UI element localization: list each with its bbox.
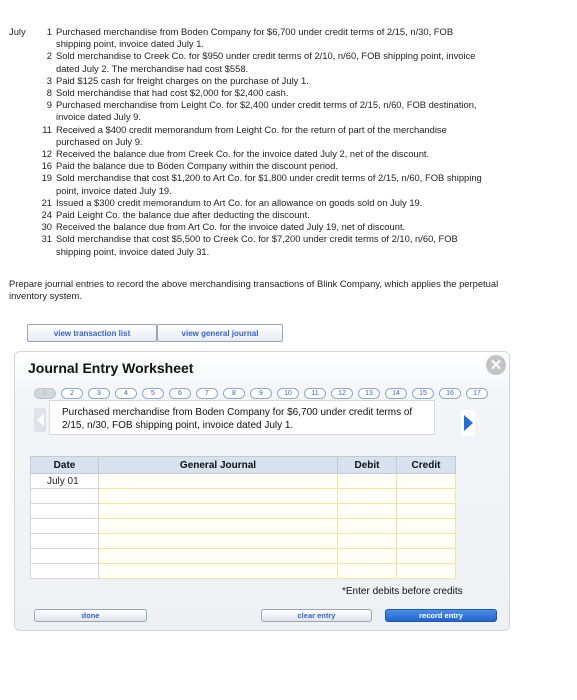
transaction-day: 12: [41, 148, 52, 160]
date-cell: [31, 504, 99, 519]
transaction-list: [9, 26, 564, 258]
step-7[interactable]: 7: [196, 388, 218, 399]
transaction-item: [9, 99, 564, 111]
transaction-day: 11: [42, 123, 52, 135]
transaction-item: [9, 124, 564, 136]
transaction-day: 31: [41, 233, 52, 245]
transaction-day: 24: [41, 209, 52, 221]
transaction-item: [9, 221, 564, 233]
account-input[interactable]: [99, 489, 338, 504]
transaction-item-continued: [9, 246, 564, 258]
transaction-text: Paid $125 cash for freight charges on the purchase of July 1.: [56, 74, 309, 86]
account-input[interactable]: [99, 474, 338, 489]
step-8[interactable]: 8: [223, 388, 245, 399]
transaction-item-continued: [9, 63, 564, 75]
transaction-day: 8: [46, 87, 52, 99]
transaction-text-continued: shipping point, invoice dated July 1.: [56, 38, 205, 50]
close-icon[interactable]: ✕: [486, 355, 506, 375]
transaction-item: [9, 50, 564, 62]
transaction-text: Received a $400 credit memorandum from Leight Co. for the return of part of the merchandise: [56, 123, 447, 135]
transaction-day: 21: [41, 196, 52, 208]
date-cell: [31, 489, 99, 504]
transaction-text: Sold merchandise that cost $1,200 to Art Co. for $1,800 under credit terms of 2/15, n/60, FOB shipping: [56, 172, 482, 184]
transaction-item: [9, 26, 564, 38]
credit-input[interactable]: [397, 564, 456, 579]
transaction-text: Sold merchandise that had cost $2,000 for $2,400 cash.: [56, 87, 289, 99]
transaction-day: 9: [46, 99, 52, 111]
transaction-month: [9, 197, 36, 209]
arrow-left-icon[interactable]: [34, 408, 46, 432]
transaction-month: July: [9, 26, 26, 37]
journal-table: [30, 456, 456, 579]
record-entry-button[interactable]: record entry: [385, 609, 497, 622]
step-9[interactable]: 9: [250, 388, 272, 399]
transaction-text-continued: purchased on July 9.: [56, 135, 143, 147]
debit-input[interactable]: [338, 489, 397, 504]
transaction-item: [9, 197, 564, 209]
transaction-day: 1: [46, 26, 52, 37]
journal-row: [31, 549, 456, 564]
account-input[interactable]: [99, 534, 338, 549]
credit-input[interactable]: [397, 549, 456, 564]
credit-input[interactable]: [397, 534, 456, 549]
worksheet-title: Journal Entry Worksheet: [28, 360, 194, 376]
transaction-month: [9, 87, 36, 99]
transaction-item: [9, 172, 564, 184]
transaction-day: 2: [46, 50, 52, 62]
credit-input[interactable]: [397, 519, 456, 534]
date-cell: [31, 549, 99, 564]
transaction-text-continued: dated July 2. The merchandise had cost $558.: [56, 62, 249, 74]
transaction-item-continued: [9, 111, 564, 123]
transaction-item: [9, 209, 564, 221]
transaction-month: [9, 160, 36, 172]
journal-row: [31, 504, 456, 519]
transaction-text: Sold merchandise to Creek Co. for $950 under credit terms of 2/10, n/60, FOB shipping point, invoice: [56, 50, 476, 62]
account-input[interactable]: [99, 504, 338, 519]
done-button[interactable]: done: [34, 609, 147, 622]
transaction-text: Sold merchandise that cost $5,500 to Creek Co. for $7,200 under credit terms of 2/10, n/60, FOB: [56, 233, 458, 245]
date-cell: July 01: [31, 474, 99, 489]
transaction-day: 3: [46, 74, 52, 86]
step-12[interactable]: 12: [331, 388, 353, 399]
view-general-journal-button[interactable]: view general journal: [157, 324, 283, 342]
date-cell: [31, 519, 99, 534]
entry-stepper: [34, 388, 493, 400]
arrow-right-icon[interactable]: [461, 410, 475, 436]
transaction-item: [9, 75, 564, 87]
transaction-item: [9, 148, 564, 160]
transaction-day: 19: [41, 172, 52, 184]
header-debit: Debit: [338, 457, 397, 474]
transaction-month: [9, 124, 36, 136]
debits-before-credits-note: *Enter debits before credits: [342, 586, 463, 597]
transaction-text-continued: point, invoice dated July 19.: [56, 184, 172, 196]
view-transaction-list-button[interactable]: view transaction list: [27, 324, 157, 342]
transaction-month: [9, 221, 36, 233]
header-date: Date: [31, 457, 99, 474]
transaction-description: Purchased merchandise from Boden Company for $6,700 under credit terms of 2/15, n/30, FOB shipping point, invoice dated July 1.: [49, 400, 435, 435]
transaction-text: Paid Leight Co. the balance due after deducting the discount.: [56, 209, 310, 221]
step-10[interactable]: 10: [277, 388, 299, 399]
transaction-item: [9, 233, 564, 245]
transaction-day: 30: [41, 221, 52, 233]
journal-row: [31, 519, 456, 534]
transaction-month: [9, 75, 36, 87]
step-6[interactable]: 6: [169, 388, 191, 399]
debit-input[interactable]: [338, 534, 397, 549]
step-4[interactable]: 4: [115, 388, 137, 399]
transaction-text: Issued a $300 credit memorandum to Art Co. for an allowance on goods sold on July 19.: [56, 196, 423, 208]
transaction-item-continued: [9, 136, 564, 148]
debit-input[interactable]: [338, 504, 397, 519]
journal-row: [31, 474, 456, 489]
debit-input[interactable]: [338, 474, 397, 489]
transaction-text: Received the balance due from Creek Co. for the invoice dated July 2, net of the discount.: [56, 148, 430, 160]
header-general-journal: General Journal: [99, 457, 338, 474]
step-16[interactable]: 16: [439, 388, 461, 399]
credit-input[interactable]: [397, 474, 456, 489]
transaction-month: [9, 50, 36, 62]
transaction-item-continued: [9, 185, 564, 197]
credit-input[interactable]: [397, 489, 456, 504]
date-cell: [31, 564, 99, 579]
transaction-text-continued: invoice dated July 9.: [56, 111, 141, 123]
debit-input[interactable]: [338, 564, 397, 579]
step-11[interactable]: 11: [304, 388, 326, 399]
journal-row: [31, 489, 456, 504]
transaction-item: [9, 87, 564, 99]
date-cell: [31, 534, 99, 549]
transaction-item-continued: [9, 38, 564, 50]
account-input[interactable]: [99, 519, 338, 534]
step-14[interactable]: 14: [385, 388, 407, 399]
step-3[interactable]: 3: [88, 388, 110, 399]
instructions: Prepare journal entries to record the above merchandising transactions of Blink Company, which applies the perpetual inventory system.: [9, 278, 499, 302]
transaction-text: Received the balance due from Art Co. for the invoice dated July 19, net of discount.: [56, 221, 406, 233]
step-15[interactable]: 15: [412, 388, 434, 399]
transaction-month: [9, 233, 36, 245]
transaction-text-continued: shipping point, invoice dated July 31.: [56, 245, 210, 257]
journal-row: [31, 564, 456, 579]
step-1[interactable]: 1: [34, 388, 56, 399]
transaction-text: Purchased merchandise from Boden Company for $6,700 under credit terms of 2/15, n/30, FOB: [56, 26, 454, 37]
transaction-text: Paid the balance due to Boden Company within the discount period.: [56, 160, 338, 172]
transaction-month: [9, 148, 36, 160]
debit-input[interactable]: [338, 519, 397, 534]
step-2[interactable]: 2: [61, 388, 83, 399]
account-input[interactable]: [99, 564, 338, 579]
account-input[interactable]: [99, 549, 338, 564]
transaction-item: [9, 160, 564, 172]
step-13[interactable]: 13: [358, 388, 380, 399]
step-5[interactable]: 5: [142, 388, 164, 399]
journal-entry-worksheet: [14, 351, 510, 631]
transaction-month: [9, 99, 36, 111]
credit-input[interactable]: [397, 504, 456, 519]
transaction-month: [9, 172, 36, 184]
clear-entry-button[interactable]: clear entry: [261, 609, 372, 622]
transaction-day: 16: [41, 160, 52, 172]
header-credit: Credit: [397, 457, 456, 474]
transaction-month: [9, 209, 36, 221]
step-17[interactable]: 17: [466, 388, 488, 399]
journal-row: [31, 534, 456, 549]
debit-input[interactable]: [338, 549, 397, 564]
transaction-text: Purchased merchandise from Leight Co. for $2,400 under credit terms of 2/15, n/60, FOB destination,: [56, 99, 477, 111]
